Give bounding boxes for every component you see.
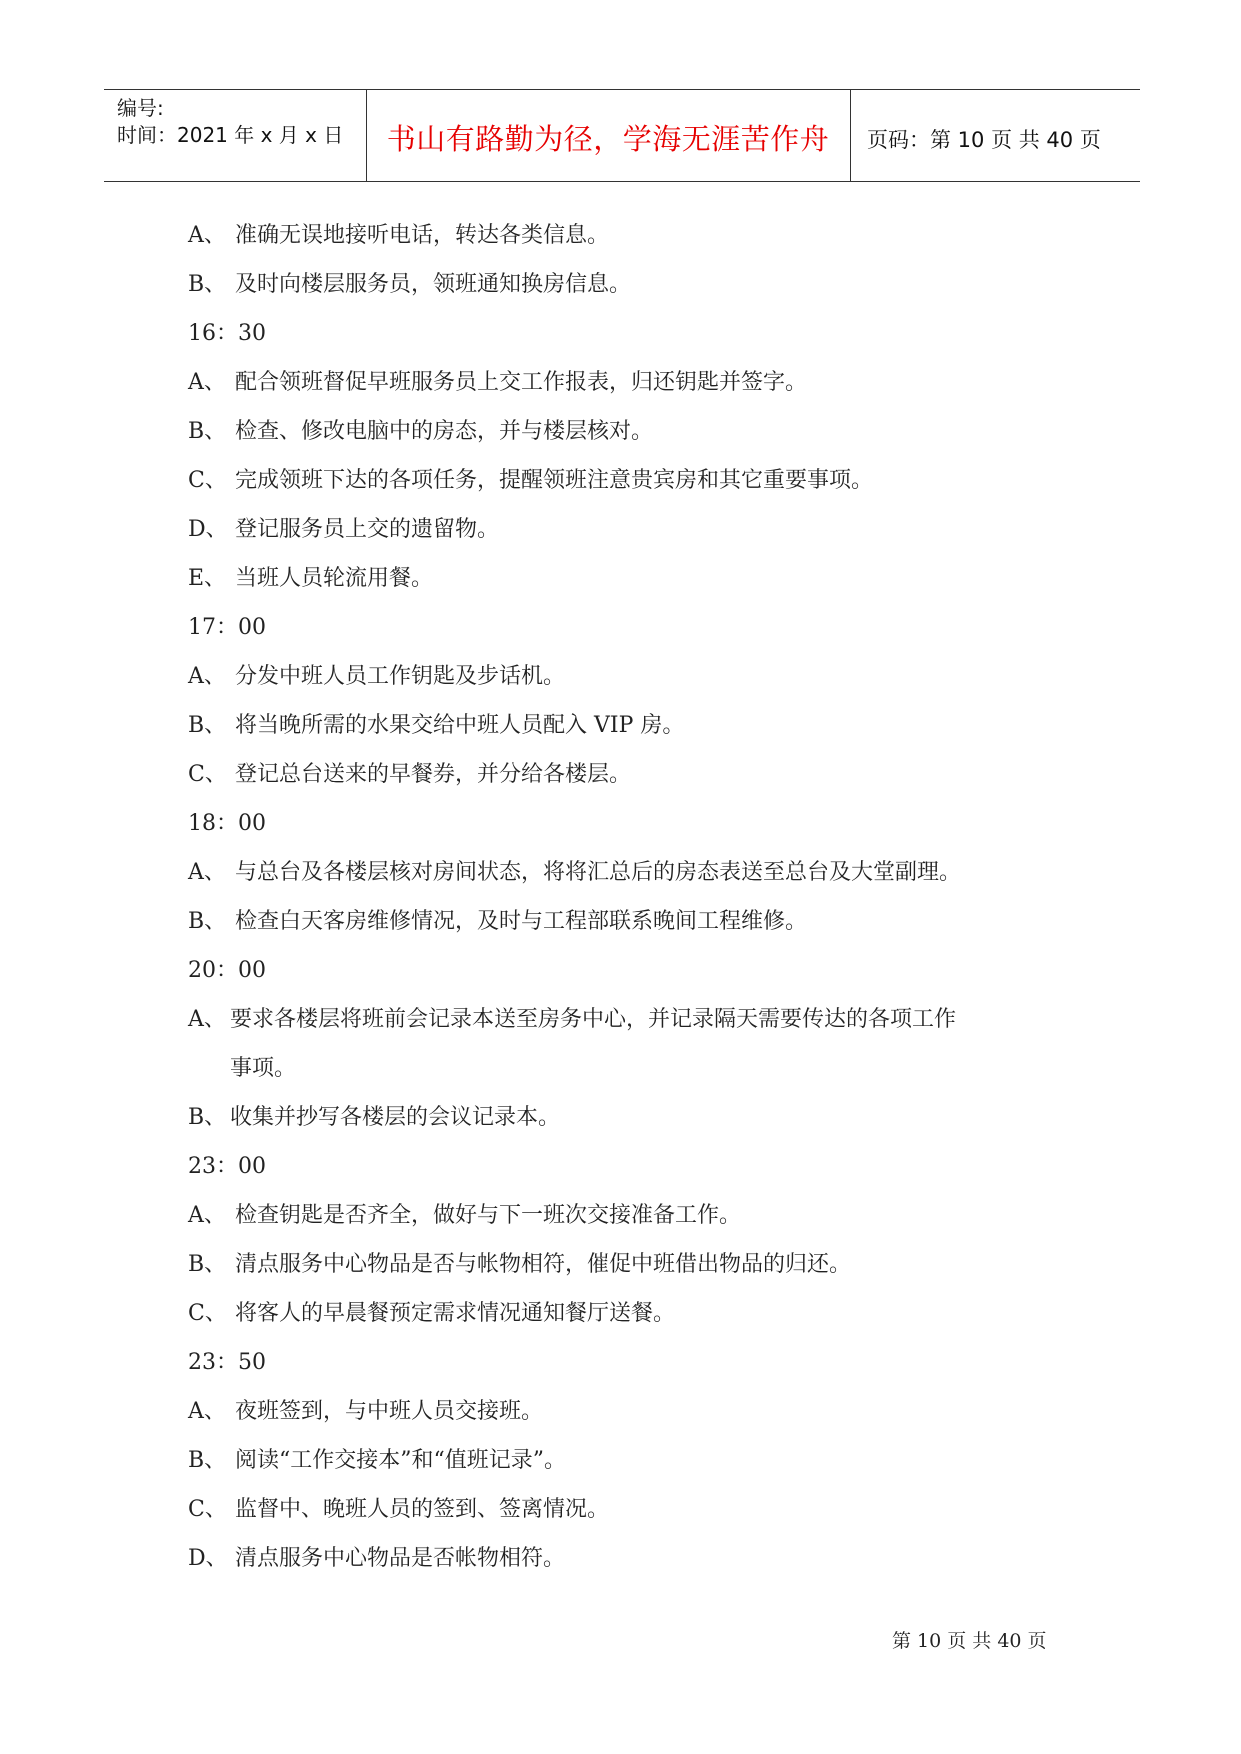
list-item-text: 完成领班下达的各项任务，提醒领班注意贵宾房和其它重要事项。 — [235, 468, 874, 493]
list-marker: E、 — [188, 566, 227, 591]
time-heading — [188, 1344, 1068, 1393]
line-text: 事项。 — [230, 1056, 297, 1081]
list-marker: B、 — [188, 909, 227, 934]
list-item-text: 与总台及各楼层核对房间状态，将将汇总后的房态表送至总台及大堂副理。 — [235, 860, 962, 885]
list-item-text: 配合领班督促早班服务员上交工作报表，归还钥匙并签字。 — [235, 370, 808, 395]
list-item — [188, 511, 1068, 560]
time-heading — [188, 609, 1068, 658]
list-item-text: 检查钥匙是否齐全，做好与下一班次交接准备工作。 — [235, 1203, 742, 1228]
list-marker: B、 — [188, 1105, 227, 1130]
list-item — [188, 903, 1068, 952]
list-item-text: 登记服务员上交的遗留物。 — [235, 517, 500, 542]
list-item-text: 收集并抄写各楼层的会议记录本。 — [230, 1105, 561, 1130]
list-item — [188, 1295, 1068, 1344]
time-heading — [188, 1148, 1068, 1197]
list-item — [188, 1540, 1068, 1589]
list-item — [188, 1197, 1068, 1246]
line-text: 23：00 — [188, 1154, 266, 1179]
list-item-text: 要求各楼层将班前会记录本送至房务中心，并记录隔天需要传达的各项工作 — [230, 1007, 957, 1032]
list-item — [188, 658, 1068, 707]
time-heading — [188, 952, 1068, 1001]
list-item-text: 阅读“工作交接本”和“值班记录”。 — [235, 1448, 566, 1473]
line-text: 16：30 — [188, 321, 266, 346]
list-item-text: 检查白天客房维修情况，及时与工程部联系晚间工程维修。 — [235, 909, 808, 934]
list-marker: C、 — [188, 1301, 227, 1326]
list-marker: A、 — [188, 223, 226, 248]
list-item-text: 登记总台送来的早餐券，并分给各楼层。 — [235, 762, 632, 787]
list-marker: A、 — [188, 370, 226, 395]
list-item — [188, 1099, 1068, 1148]
list-marker: D、 — [188, 1546, 228, 1571]
list-item-text: 将客人的早晨餐预定需求情况通知餐厅送餐。 — [235, 1301, 676, 1326]
list-item — [188, 413, 1068, 462]
document-body — [188, 217, 1068, 1589]
list-item-text: 分发中班人员工作钥匙及步话机。 — [235, 664, 566, 689]
list-marker: B、 — [188, 1252, 227, 1277]
list-item-text: 检查、修改电脑中的房态，并与楼层核对。 — [235, 419, 654, 444]
line-text: 17：00 — [188, 615, 266, 640]
list-marker: A、 — [188, 860, 226, 885]
list-marker: C、 — [188, 1497, 227, 1522]
list-item — [188, 266, 1068, 315]
list-item — [188, 364, 1068, 413]
list-item-text: 监督中、晚班人员的签到、签离情况。 — [235, 1497, 610, 1522]
list-item-continuation — [188, 1050, 1068, 1099]
list-marker: B、 — [188, 272, 227, 297]
list-item — [188, 756, 1068, 805]
list-item-text: 清点服务中心物品是否与帐物相符，催促中班借出物品的归还。 — [235, 1252, 852, 1277]
list-item — [188, 1393, 1068, 1442]
list-marker: B、 — [188, 1448, 227, 1473]
list-marker: B、 — [188, 713, 227, 738]
time-heading — [188, 315, 1068, 364]
list-item-text: 夜班签到，与中班人员交接班。 — [235, 1399, 544, 1424]
header-bottom-rule — [104, 181, 1140, 182]
list-marker: A、 — [188, 1007, 226, 1032]
line-text: 23：50 — [188, 1350, 266, 1375]
list-item — [188, 1442, 1068, 1491]
header-top-rule — [104, 89, 1140, 90]
list-item — [188, 560, 1068, 609]
header-divider-right — [850, 89, 851, 181]
list-marker: A、 — [188, 1399, 226, 1424]
time-heading — [188, 805, 1068, 854]
document-date-label: 时间：2021 年 x 月 x 日 — [117, 123, 344, 147]
line-text: 20：00 — [188, 958, 266, 983]
list-marker: C、 — [188, 468, 227, 493]
document-code-label: 编号: — [117, 96, 164, 120]
list-marker: A、 — [188, 1203, 226, 1228]
list-item — [188, 707, 1068, 756]
footer-page-number: 第 10 页 共 40 页 — [892, 1630, 1047, 1652]
line-text: 18：00 — [188, 811, 266, 836]
list-item-text: 当班人员轮流用餐。 — [235, 566, 434, 591]
list-item-text: 清点服务中心物品是否帐物相符。 — [235, 1546, 566, 1571]
list-item-text: 将当晚所需的水果交给中班人员配入 VIP 房。 — [235, 713, 685, 738]
list-item — [188, 217, 1068, 266]
list-item — [188, 854, 1068, 903]
list-item — [188, 1491, 1068, 1540]
list-marker: A、 — [188, 664, 226, 689]
header-motto: 书山有路勤为径，学海无涯苦作舟 — [386, 122, 830, 156]
list-item — [188, 462, 1068, 511]
list-item — [188, 1001, 1068, 1050]
list-item-text: 准确无误地接听电话，转达各类信息。 — [235, 223, 610, 248]
list-marker: D、 — [188, 517, 228, 542]
list-item — [188, 1246, 1068, 1295]
header-page-label: 页码：第 10 页 共 40 页 — [867, 128, 1101, 152]
list-marker: B、 — [188, 419, 227, 444]
list-marker: C、 — [188, 762, 227, 787]
list-item-text: 及时向楼层服务员，领班通知换房信息。 — [235, 272, 632, 297]
